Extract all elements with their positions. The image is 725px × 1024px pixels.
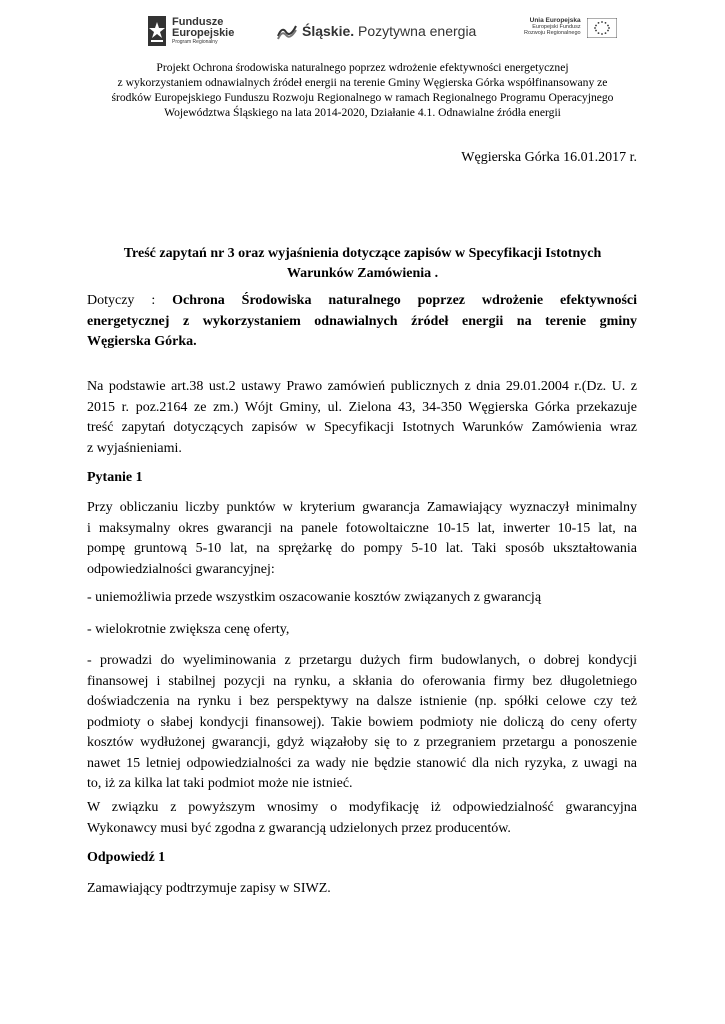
intro-paragraph — [87, 377, 637, 459]
dotyczy-subject-part2: energetycznej z wykorzystaniem odnawialnych źródeł energii na terenie gminy — [87, 313, 637, 329]
question1-line: pompę gruntową 5-10 lat, na sprężarkę do pompy 5-10 lat. Taki sposób ukształtowania — [87, 541, 637, 556]
eu-flag-icon — [587, 18, 617, 38]
question1-request — [87, 798, 637, 839]
bullet3-line: nawet 15 letniej odpowiedzialności za wady nie będzie stanowić dla nich ryzyka, z uwagi na — [87, 755, 637, 771]
bullet3-line: kosztów wydłużonej gwarancji, gdyż wiązałoby się to z przegraniem przetargu a ponoszenie — [87, 735, 637, 750]
project-line: środków Europejskiego Funduszu Rozwoju Regionalnego w ramach Regionalnego Programu Operacyjnego — [111, 91, 614, 104]
question1-bullet3 — [87, 651, 637, 795]
question1-line: Przy obliczaniu liczby punktów w kryterium gwarancja Zamawiający wyznaczył minimalny — [87, 500, 637, 515]
slaskie-logo-name: Śląskie. — [302, 23, 355, 39]
dotyczy-subject-part1: Ochrona Środowiska naturalnego poprzez wdrożenie efektywności — [172, 293, 637, 308]
bullet3-line: doświadczenia na rynku i bez perspektywy na dalsze istnienie (np. spółki celowe czy też — [87, 694, 637, 709]
request-line: Wykonawcy musi być zgodna z gwarancją udzielonych przez producentów. — [87, 820, 511, 836]
eu-logo-line1: Unia Europejska — [529, 17, 581, 24]
project-line: Projekt Ochrona środowiska naturalnego poprzez wdrożenie efektywności energetycznej — [156, 61, 569, 74]
fundusze-europejskie-star-icon — [146, 16, 168, 46]
bullet3-line: podmioty o słabej kondycji finansowej). Takie bowiem podmioty nie doliczą do ceny oferty — [87, 714, 637, 730]
project-description — [80, 60, 645, 120]
answer1-text: Zamawiający podtrzymuje zapisy w SIWZ. — [87, 881, 331, 896]
intro-line: treść zapytań dotyczących zapisów w Specyfikacji Istotnych Warunków Zamówienia wraz — [87, 420, 637, 435]
question1-bullet1: - uniemożliwia przede wszystkim oszacowanie kosztów związanych z gwarancją — [87, 590, 542, 605]
dotyczy-prefix: Dotyczy : — [87, 293, 173, 308]
eu-logo-line2: Europejski Fundusz — [532, 23, 581, 30]
question1-paragraph — [87, 498, 637, 580]
eu-logo-line3: Rozwoju Regionalnego — [524, 29, 581, 36]
document-title — [80, 244, 645, 284]
dotyczy-subject-part3: Węgierska Górka. — [87, 334, 197, 349]
project-line: z wykorzystaniem odnawialnych źródeł energii na terenie Gminy Węgierska Górka współfinansowany ze — [117, 76, 608, 89]
question1-heading: Pytanie 1 — [87, 470, 143, 485]
bullet3-line: to, iż za kilka lat taki podmiot może nie istnieć. — [87, 776, 353, 791]
dotyczy-line — [87, 291, 637, 312]
dotyczy-section — [87, 291, 637, 353]
title-line: Treść zapytań nr 3 oraz wyjaśnienia dotyczące zapisów w Specyfikacji Istotnych — [123, 246, 602, 261]
fe-logo-line1: Fundusze — [172, 16, 224, 28]
slaskie-logo — [276, 22, 476, 40]
slaskie-wave-icon — [276, 22, 298, 40]
answer1-heading: Odpowiedź 1 — [87, 850, 166, 865]
intro-line: 2015 r. poz.2164 ze zm.) Wójt Gminy, ul. Zielona 43, 34-350 Węgierska Górka przekazuje — [87, 399, 637, 415]
title-line: Warunków Zamówienia . — [286, 266, 439, 281]
fe-logo-line3: Program Regionalny — [172, 39, 218, 45]
question1-bullet2: - wielokrotnie zwiększa cenę oferty, — [87, 622, 290, 637]
intro-line: Na podstawie art.38 ust.2 ustawy Prawo zamówień publicznych z dnia 29.01.2004 r.(Dz. U. z — [87, 379, 637, 394]
unia-europejska-logo — [524, 18, 617, 38]
header-logos — [0, 14, 725, 54]
bullet3-line: - prowadzi do wyeliminowania z przetargu dużych firm budowlanych, o dobrej kondycji — [87, 653, 637, 668]
project-line: Województwa Śląskiego na lata 2014-2020, Działanie 4.1. Odnawialne źródła energii — [164, 106, 561, 119]
slaskie-logo-slogan: Pozytywna energia — [358, 23, 477, 39]
request-line: W związku z powyższym wnosimy o modyfikację iż odpowiedzialność gwarancyjna — [87, 800, 637, 815]
intro-line: z wyjaśnieniami. — [87, 440, 182, 456]
fe-logo-line2: Europejskie — [172, 27, 235, 39]
question1-line: odpowiedzialności gwarancyjnej: — [87, 561, 275, 577]
fundusze-europejskie-logo — [146, 16, 234, 46]
bullet3-line: finansowej i stabilnej pozycji na rynku, a skłania do oferowania firmy bez długoletniego — [87, 673, 637, 689]
question1-line: i maksymalny okres gwarancji na panele fotowoltaiczne 10-15 lat, inwerter 10-15 lat, na — [87, 520, 637, 536]
document-date: Węgierska Górka 16.01.2017 r. — [461, 150, 637, 165]
